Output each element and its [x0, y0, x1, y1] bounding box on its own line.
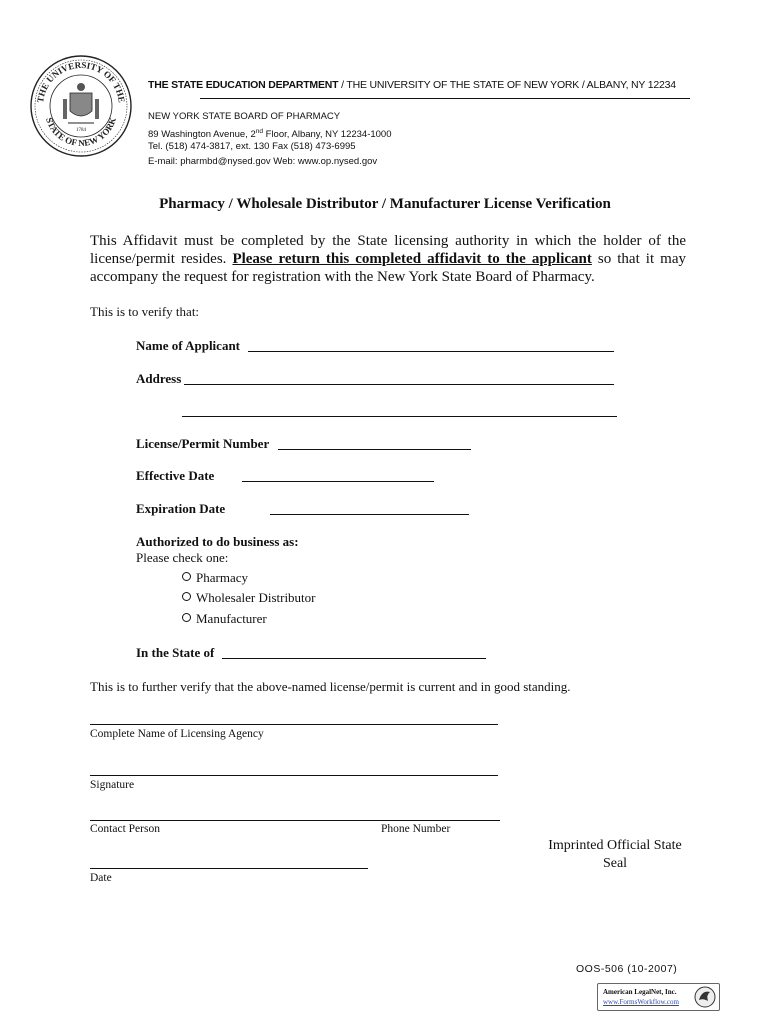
vendor-url-link[interactable]: www.FormsWorkflow.com [603, 998, 679, 1006]
svg-text:STATE OF NEW YORK: STATE OF NEW YORK [44, 116, 118, 149]
address-field-line2[interactable] [182, 416, 617, 417]
seal-note-line2: Seal [602, 856, 628, 871]
license-number-label: License/Permit Number [136, 436, 270, 451]
authorized-label: Authorized to do business as: [136, 534, 299, 549]
intro-emphasis: Please return this completed affidavit to the applicant [232, 251, 592, 267]
name-applicant-field[interactable] [248, 351, 614, 352]
svg-text:THE UNIVERSITY OF THE: THE UNIVERSITY OF THE [35, 59, 127, 104]
further-verify-text: This is to further verify that the above-named license/permit is current and in good standing. [90, 679, 571, 694]
effective-date-label: Effective Date [136, 468, 215, 483]
agency-name-label: Complete Name of Licensing Agency [90, 728, 264, 740]
vendor-badge[interactable] [597, 983, 720, 1011]
state-seal-logo [30, 55, 132, 157]
expiration-date-field[interactable] [270, 514, 469, 515]
in-state-field[interactable] [222, 658, 486, 659]
header-department-rest: / THE UNIVERSITY OF THE STATE OF NEW YORK / ALBANY, NY 12234 [338, 79, 676, 91]
contact-person-label: Contact Person [90, 823, 160, 835]
board-email-web: E-mail: pharmbd@nysed.gov Web: www.op.nysed.gov [148, 156, 378, 167]
svg-text:1784: 1784 [76, 128, 86, 133]
effective-date-field[interactable] [242, 481, 434, 482]
vendor-name: American LegalNet, Inc. [603, 988, 677, 996]
in-state-label: In the State of [136, 645, 215, 660]
address-field-line1[interactable] [184, 384, 614, 385]
header-department [148, 79, 676, 91]
phone-number-label: Phone Number [381, 823, 451, 835]
form-title: Pharmacy / Wholesale Distributor / Manufacturer License Verification [159, 196, 611, 212]
license-number-field[interactable] [278, 449, 471, 450]
header-divider [200, 98, 690, 99]
form-number: OOS-506 (10-2007) [576, 963, 678, 975]
intro-paragraph: This Affidavit must be completed by the State licensing authority in which the holder of the license/permit resides. Please return this completed affidavit to the applicant so that it may accompany the request for registration with the New York State Board of Pharmacy. [90, 233, 686, 285]
radio-circle-icon[interactable] [182, 613, 191, 622]
signature-label: Signature [90, 779, 135, 791]
radio-circle-icon[interactable] [182, 572, 191, 581]
radio-circle-icon[interactable] [182, 592, 191, 601]
option-pharmacy[interactable]: Pharmacy [182, 570, 248, 586]
board-address: 89 Washington Avenue, 2nd Floor, Albany, NY 12234-1000 [148, 128, 392, 141]
option-manufacturer[interactable]: Manufacturer [182, 611, 267, 627]
address-label: Address [136, 371, 182, 386]
header-department-bold: THE STATE EDUCATION DEPARTMENT [148, 79, 339, 91]
contact-phone-field[interactable] [90, 820, 500, 821]
date-field[interactable] [90, 868, 368, 869]
seal-note-line1: Imprinted Official State [548, 838, 682, 853]
signature-field[interactable] [90, 775, 498, 776]
check-one-label: Please check one: [136, 550, 229, 565]
name-applicant-label: Name of Applicant [136, 338, 240, 353]
board-phone: Tel. (518) 474-3817, ext. 130 Fax (518) 473-6995 [148, 141, 356, 152]
official-seal-note [540, 837, 690, 873]
agency-name-field[interactable] [90, 724, 498, 725]
option-wholesaler[interactable]: Wholesaler Distributor [182, 590, 316, 606]
vendor-logo-icon [694, 986, 716, 1008]
header-contact-block [148, 109, 392, 169]
date-label: Date [90, 872, 112, 884]
expiration-date-label: Expiration Date [136, 501, 226, 516]
board-name: NEW YORK STATE BOARD OF PHARMACY [148, 111, 341, 122]
verify-intro: This is to verify that: [90, 304, 200, 319]
